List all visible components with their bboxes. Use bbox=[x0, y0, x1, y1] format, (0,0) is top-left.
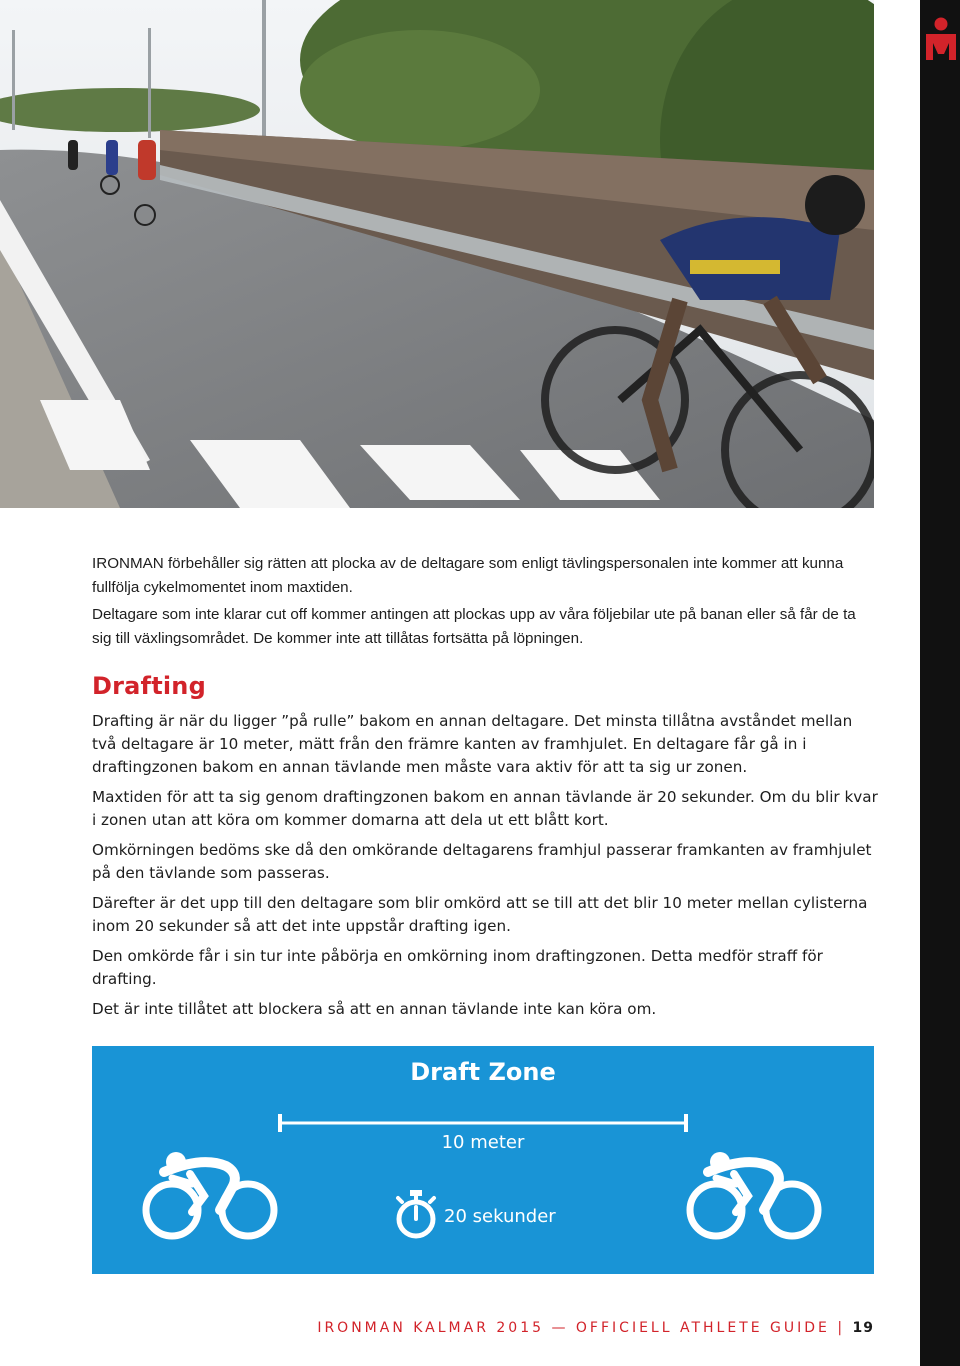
page-footer bbox=[317, 1320, 874, 1336]
time-label: 20 sekunder bbox=[444, 1206, 556, 1227]
intro-paragraph-1: IRONMAN förbehåller sig rätten att plocka av de deltagare som enligt tävlingspersonalen inte kommer att kunna fullfölja cykelmomentet inom maxtiden. bbox=[92, 555, 844, 596]
footer-title: IRONMAN KALMAR 2015 — OFFICIELL ATHLETE GUIDE bbox=[317, 1320, 830, 1336]
drafting-paragraph-1: Drafting är när du ligger ”på rulle” bakom en annan deltagare. Det minsta tillåtna avståndet mellan två deltagare är 10 meter, mätt från den främre kanten av framhjulet. En deltagare får gå in i draftingzonen bakom en annan tävlande men måste vara aktiv för att ta sig ur zonen. bbox=[92, 712, 853, 776]
ironman-logo-icon bbox=[924, 16, 958, 64]
intro-text bbox=[92, 552, 878, 650]
page-sidebar bbox=[920, 0, 960, 1366]
draft-zone-panel bbox=[92, 1046, 874, 1274]
drafting-paragraph-4: Därefter är det upp till den deltagare som blir omkörd att se till att det blir 10 meter mellan cylisterna inom 20 sekunder så att det inte uppstår drafting igen. bbox=[92, 894, 868, 935]
distance-label: 10 meter bbox=[441, 1132, 525, 1153]
drafting-paragraph-2: Maxtiden för att ta sig genom draftingzonen bakom en annan tävlande är 20 sekunder. Om du blir kvar i zonen utan att köra om kommer domarna att dela ut ett blått kort. bbox=[92, 788, 878, 829]
intro-paragraph-2: Deltagare som inte klarar cut off kommer antingen att plockas upp av våra följebilar ute på banan eller så får de ta sig till växlingsområdet. De kommer inte att tillåtas fortsätta på löpningen. bbox=[92, 606, 856, 647]
footer-separator: | bbox=[837, 1320, 846, 1336]
cyclist-icon bbox=[686, 1148, 826, 1258]
section-heading: Drafting bbox=[92, 672, 206, 700]
drafting-text bbox=[92, 710, 878, 1028]
stopwatch-icon bbox=[392, 1188, 440, 1240]
drafting-paragraph-6: Det är inte tillåtet att blockera så att en annan tävlande inte kan köra om. bbox=[92, 1000, 657, 1018]
page-number: 19 bbox=[852, 1320, 874, 1336]
drafting-paragraph-3: Omkörningen bedöms ske då den omkörande deltagarens framhjul passerar framkanten av framhjulet på den tävlande som passeras. bbox=[92, 841, 872, 882]
cyclist-icon bbox=[142, 1148, 282, 1258]
drafting-paragraph-5: Den omkörde får i sin tur inte påbörja en omkörning inom draftingzonen. Detta medför straff för drafting. bbox=[92, 947, 823, 988]
draft-zone-title: Draft Zone bbox=[410, 1058, 556, 1086]
cycling-race-photo bbox=[0, 0, 874, 508]
